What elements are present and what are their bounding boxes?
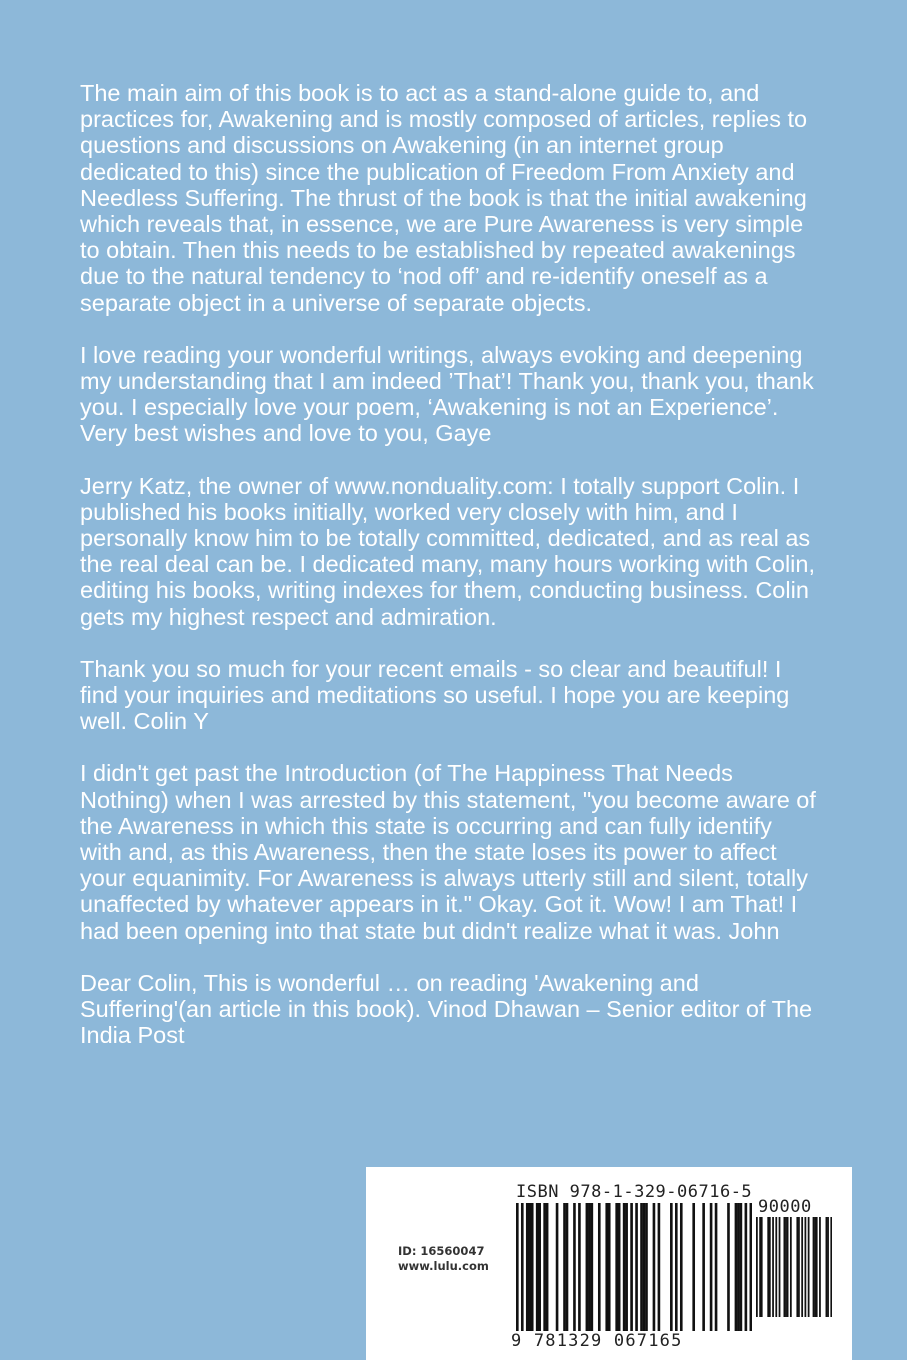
barcode-bar xyxy=(640,1203,643,1331)
barcode-bar xyxy=(605,1203,608,1331)
barcode-bar xyxy=(827,1217,829,1317)
barcode-bar xyxy=(625,1203,628,1331)
barcode-bar xyxy=(615,1203,618,1331)
barcode-bar xyxy=(556,1203,559,1331)
barcode-bar xyxy=(801,1217,803,1317)
barcode-bar xyxy=(772,1217,774,1317)
barcode-bar xyxy=(528,1203,531,1331)
isbn-label: ISBN 978-1-329-06716-5 xyxy=(516,1182,753,1202)
barcode-bar xyxy=(670,1203,673,1331)
barcode-bar xyxy=(715,1203,718,1331)
barcode-bar xyxy=(775,1217,777,1317)
ean-barcode-icon xyxy=(516,1203,752,1331)
barcode-bar xyxy=(830,1217,832,1317)
price-code-label: 90000 xyxy=(758,1197,812,1217)
barcode-bar xyxy=(546,1203,549,1331)
barcode-bar xyxy=(516,1203,519,1331)
barcode-bar xyxy=(526,1203,529,1331)
barcode-bar xyxy=(563,1203,566,1331)
barcode-bar xyxy=(805,1217,807,1317)
barcode-bar xyxy=(675,1203,678,1331)
barcode-bar xyxy=(767,1217,769,1317)
barcode-bar xyxy=(819,1217,821,1317)
barcode-bar xyxy=(578,1203,581,1331)
blurb-text xyxy=(80,80,820,1075)
testimonial-john: I didn't get past the Introduction (of The Happiness That Needs Nothing) when I was arrested by this statement, "you become aware of the Awareness in which this state is occurring and can fully identify with and, as this Awareness, then the state loses its power to affect your equanimity. For Awareness is always utterly still and silent, totally unaffected by whatever appears in it." Okay. Got it. Wow! I am That! I had been opening into that state but didn't realize what it was. John xyxy=(80,760,816,944)
barcode-bar xyxy=(598,1203,601,1331)
barcode-bar xyxy=(623,1203,626,1331)
testimonial-colin-y: Thank you so much for your recent emails - so clear and beautiful! I find your inquiries and meditations so useful. I hope you are keeping well. Colin Y xyxy=(80,655,790,735)
testimonial-gaye: I love reading your wonderful writings, always evoking and deepening my understanding that I am indeed ’That’! Thank you, thank you, thank you. I especially love your poem, ‘Awakening is not an Experience’. Very best wishes and love to you, Gaye xyxy=(80,341,814,447)
barcode-bar xyxy=(643,1203,646,1331)
barcode-bar xyxy=(608,1203,611,1331)
barcode-bar xyxy=(692,1203,695,1331)
barcode-bar xyxy=(653,1203,656,1331)
barcode-bar xyxy=(702,1203,705,1331)
barcode-bar xyxy=(536,1203,539,1331)
barcode-bar xyxy=(737,1203,740,1331)
barcode-bar xyxy=(591,1203,594,1331)
barcode-bar xyxy=(740,1203,743,1331)
barcode-bar xyxy=(769,1217,771,1317)
barcode-bar xyxy=(727,1203,730,1331)
barcode-bar xyxy=(573,1203,576,1331)
barcode-bar xyxy=(531,1203,534,1331)
barcode-bar xyxy=(761,1217,763,1317)
barcode-bar xyxy=(566,1203,569,1331)
barcode-bar xyxy=(635,1203,638,1331)
barcode-bar xyxy=(813,1217,815,1317)
barcode-bar xyxy=(783,1217,785,1317)
barcode-bar xyxy=(798,1217,800,1317)
barcode-digits: 9 781329 067165 xyxy=(511,1331,683,1351)
barcode-bar xyxy=(710,1203,713,1331)
testimonial-vinod-dhawan: Dear Colin, This is wonderful … on reading 'Awakening and Suffering'(an article in this book). Vinod Dhawan – Senior editor of The India Post xyxy=(80,969,813,1049)
barcode-bar xyxy=(745,1203,748,1331)
barcode-bar xyxy=(808,1217,810,1317)
barcode-bar xyxy=(759,1217,761,1317)
barcode-bar xyxy=(790,1217,792,1317)
barcode-bar xyxy=(521,1203,524,1331)
barcode-bar xyxy=(814,1217,816,1317)
lulu-url-label: www.lulu.com xyxy=(398,1259,489,1273)
blurb-paragraph-description: The main aim of this book is to act as a stand-alone guide to, and practices for, Awakening and is mostly composed of articles, replies to questions and discussions on Awakening (in an internet group dedicated to this) since the publication of Freedom From Anxiety and Needless Suffering. The thrust of the book is that the initial awakening which reveals that, in essence, we are Pure Awareness is very simple to obtain. Then this needs to be established by repeated awakenings due to the natural tendency to ‘nod off’ and re-identify oneself as a separate object in a universe of separate objects. xyxy=(80,80,808,316)
barcode-bar xyxy=(645,1203,648,1331)
barcode-bar xyxy=(826,1217,828,1317)
barcode-bar xyxy=(543,1203,546,1331)
barcode-bar xyxy=(756,1217,758,1317)
barcode-bar xyxy=(658,1203,661,1331)
barcode-bar xyxy=(735,1203,738,1331)
barcode-bar xyxy=(618,1203,621,1331)
barcode-bar xyxy=(779,1217,781,1317)
barcode-bar xyxy=(588,1203,591,1331)
barcode-bar xyxy=(787,1217,789,1317)
barcode-bar xyxy=(796,1217,798,1317)
barcode-box xyxy=(366,1167,852,1360)
barcode-bar xyxy=(586,1203,589,1331)
barcode-bar xyxy=(785,1217,787,1317)
barcode-bar xyxy=(816,1217,818,1317)
barcode-bar xyxy=(538,1203,541,1331)
lulu-id-label: ID: 16560047 xyxy=(398,1244,485,1258)
barcode-bar xyxy=(680,1203,683,1331)
barcode-bar xyxy=(750,1203,752,1331)
barcode-bar xyxy=(630,1203,633,1331)
testimonial-jerry-katz: Jerry Katz, the owner of www.nonduality.com: I totally support Colin. I published his books initially, worked very closely with him, and I personally know him to be totally committed, dedicated, and as real as the real deal can be. I dedicated many, many hours working with Colin, editing his books, writing indexes for them, conducting business. Colin gets my highest respect and admiration. xyxy=(80,472,815,630)
addon-barcode-icon xyxy=(756,1217,832,1317)
